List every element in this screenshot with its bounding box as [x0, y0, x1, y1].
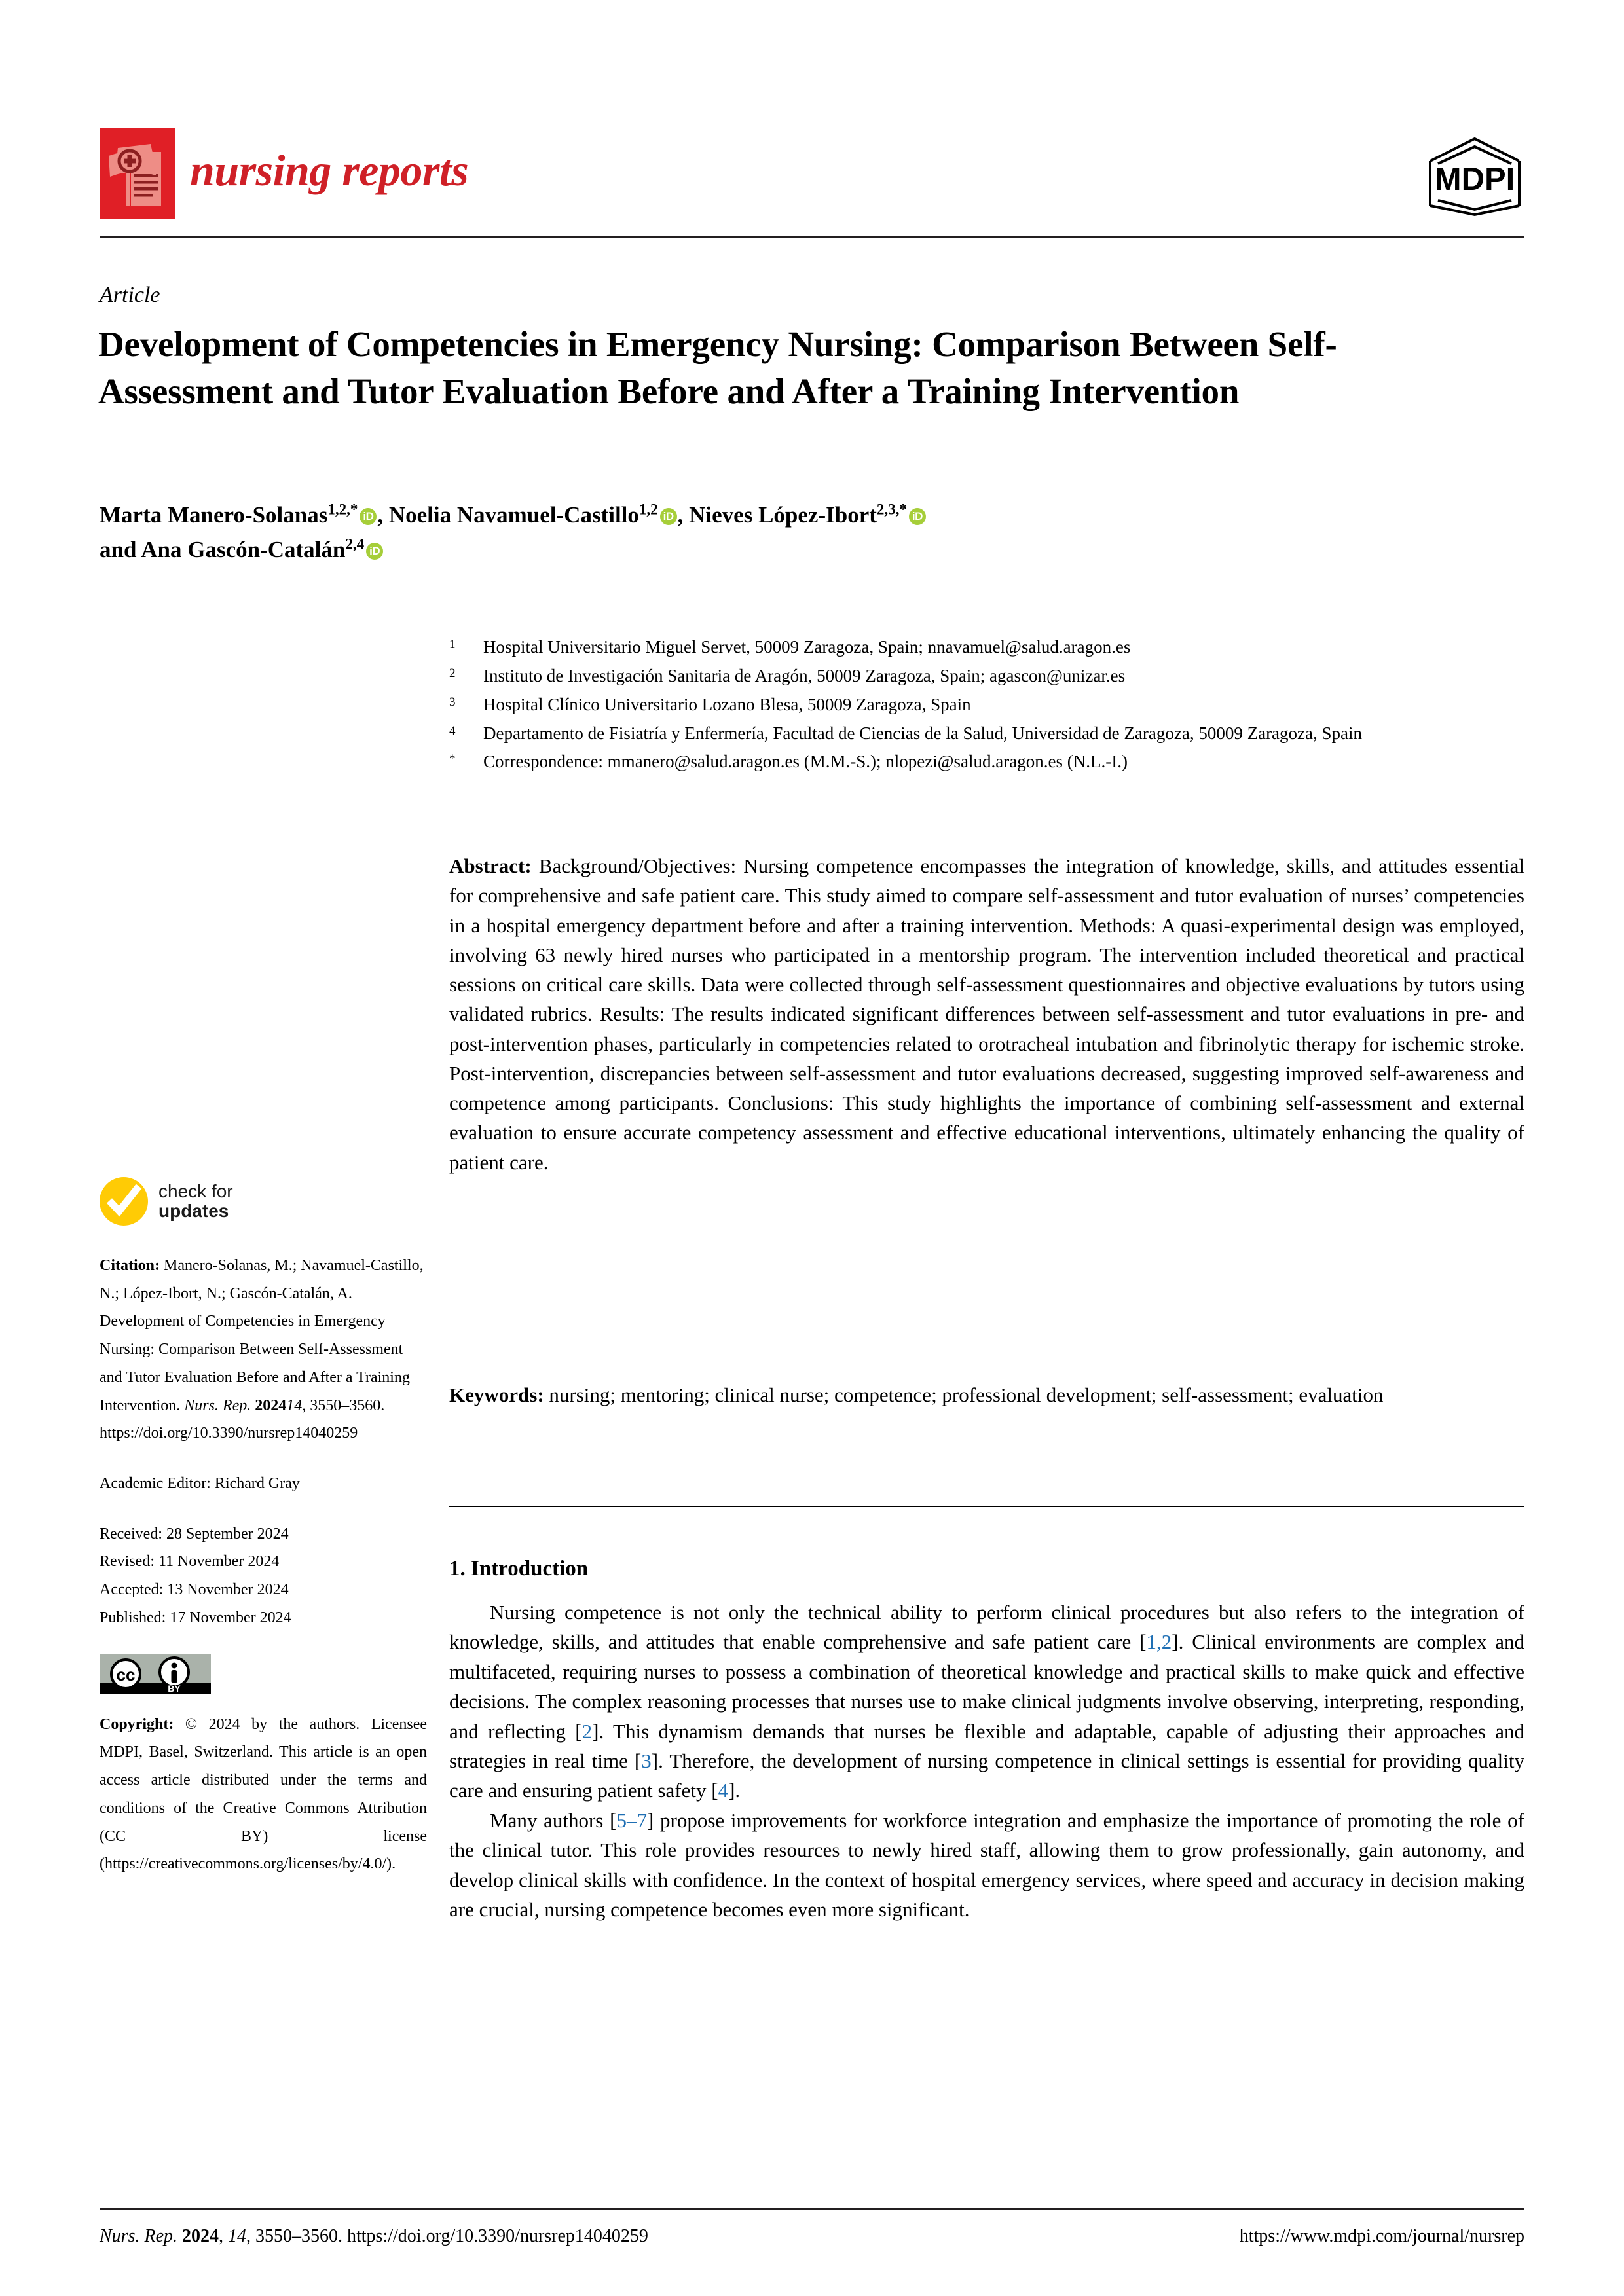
- abstract-label: Abstract:: [449, 854, 532, 877]
- abstract-text: Background/Objectives: Nursing competence encompasses the integration of knowledge, skills, and attitudes essential for comprehensive and safe patient care. This study aimed to compare self-assessment and tutor evaluation of nurses’ competencies in a hospital emergency department before and after a training intervention. Methods: A quasi-experimental design was employed, involving 63 newly hired nurses who participated in a mentorship program. The intervention included theoretical and practical sessions on critical care skills. Data were collected through self-assessment questionnaires and objective evaluations by tutors using validated rubrics. Results: The results indicated significant differences between self-assessment and tutor evaluations in pre- and post-intervention phases, particularly in competencies related to orotracheal intubation and fibrinolytic therapy for ischemic stroke. Post-intervention, discrepancies between self-assessment and tutor evaluations decreased, suggesting improved self-awareness and competence among participants. Conclusions: This study highlights the importance of combining self-assessment and external evaluation to ensure accurate competency assessment and effective educational interventions, ultimately enhancing the quality of patient care.: [449, 854, 1525, 1174]
- orcid-icon[interactable]: iD: [909, 508, 926, 525]
- affiliation-list: [449, 634, 1497, 777]
- affiliation-text: Hospital Universitario Miguel Servet, 50009 Zaragoza, Spain; nnavamuel@salud.aragon.es: [483, 637, 1131, 657]
- citation-volume: 14: [286, 1396, 303, 1414]
- footer-volume: , 14: [219, 2226, 246, 2246]
- journal-header: [100, 128, 1524, 233]
- copyright-block: [100, 1711, 427, 1878]
- citation-journal: Nurs. Rep.: [184, 1396, 251, 1414]
- citation-ref[interactable]: 4: [718, 1779, 729, 1802]
- orcid-icon[interactable]: iD: [660, 508, 677, 525]
- citation-ref[interactable]: 1,2: [1146, 1630, 1172, 1654]
- article-dates: [100, 1520, 427, 1632]
- paragraph: [449, 1806, 1524, 1925]
- citation-ref[interactable]: 2: [581, 1719, 593, 1743]
- citation-pages: , 3550–3560.: [302, 1396, 385, 1414]
- affiliation-item: [449, 691, 1497, 719]
- updates-text: updates: [158, 1201, 229, 1221]
- copyright-label: Copyright:: [100, 1715, 174, 1733]
- header-divider: [100, 236, 1524, 238]
- affiliation-text: Hospital Clínico Universitario Lozano Blesa, 50009 Zaragoza, Spain: [483, 694, 971, 714]
- orcid-icon[interactable]: iD: [366, 543, 383, 560]
- keywords-block: [449, 1380, 1524, 1410]
- academic-editor: Academic Editor: Richard Gray: [100, 1475, 300, 1493]
- author-affil-sup-2: 1,2: [638, 501, 658, 518]
- affiliation-marker: 2: [449, 666, 456, 680]
- citation-block: [100, 1252, 427, 1448]
- journal-brand: [100, 128, 468, 219]
- author-name-3: , Nieves López-Ibort: [677, 502, 877, 528]
- paragraph-text: ] propose improvements for workforce integration and emphasize the importance of promoting the role of the clinical tutor. This role provides resources to newly hired staff, allowing them to grow professionally, gain autonomy, and develop clinical skills with confidence. In the context of hospital emergency services, where speed and accuracy in decision making are crucial, nursing competence becomes even more significant.: [449, 1808, 1525, 1922]
- footer-url[interactable]: https://www.mdpi.com/journal/nursrep: [1239, 2226, 1524, 2246]
- affiliation-marker: 4: [449, 723, 456, 738]
- correspondence-text: Correspondence: mmanero@salud.aragon.es (M.M.-S.); nlopezi@salud.aragon.es (N.L.-I.): [483, 752, 1128, 772]
- paragraph-text: ].: [728, 1779, 741, 1802]
- author-list: [100, 498, 1488, 567]
- paragraph-text: Many authors [: [490, 1808, 617, 1832]
- date-published: Published: 17 November 2024: [100, 1609, 291, 1626]
- footer-year: 2024: [182, 2226, 219, 2246]
- introduction-body: [449, 1597, 1524, 1924]
- footer-divider: [100, 2208, 1524, 2210]
- journal-name: nursing reports: [190, 145, 469, 195]
- citation-ref[interactable]: 3: [641, 1749, 652, 1773]
- correspondence-item: [449, 748, 1497, 776]
- footer-journal: Nurs. Rep.: [100, 2226, 177, 2246]
- mdpi-logo-icon: [1425, 132, 1524, 219]
- paragraph: [449, 1597, 1524, 1806]
- author-affil-sup-4: 2,4: [345, 536, 365, 553]
- section-heading-introduction: 1. Introduction: [449, 1557, 589, 1580]
- affiliation-item: [449, 720, 1497, 748]
- svg-text:cc: cc: [116, 1664, 136, 1685]
- affiliation-item: [449, 663, 1497, 690]
- author-name-2: , Noelia Navamuel-Castillo: [377, 502, 639, 528]
- paragraph-text: ]. This dynamism demands that nurses be flexible and adaptable, capable of adjusting their approaches and strategies in real time [: [449, 1719, 1524, 1773]
- orcid-icon[interactable]: iD: [360, 508, 377, 525]
- paragraph-text: ]. Clinical environments are complex and multifaceted, requiring nurses to possess a combination of theoretical knowledge and practical skills to make quick and effective decisions. The complex reasoning processes that nurses use to make clinical judgments involve observing, interpreting, responding, and reflecting [: [449, 1630, 1525, 1743]
- paragraph-text: Nursing competence is not only the technical ability to perform clinical procedures but also refers to the integration of knowledge, skills, and attitudes that enable comprehensive and safe patient care [: [449, 1601, 1524, 1654]
- abstract-block: [449, 851, 1524, 1177]
- date-accepted: Accepted: 13 November 2024: [100, 1581, 289, 1599]
- author-affil-sup-1: 1,2,*: [327, 501, 358, 518]
- citation-doi[interactable]: https://doi.org/10.3390/nursrep14040259: [100, 1425, 358, 1442]
- nursing-reports-logo-icon: [100, 128, 175, 219]
- sidebar: [100, 1177, 427, 1901]
- abstract-divider: [449, 1506, 1524, 1507]
- affiliation-marker: 3: [449, 695, 456, 709]
- author-name-4: and Ana Gascón-Catalán: [100, 537, 346, 563]
- citation-text: Manero-Solanas, M.; Navamuel-Castillo, N.; López-Ibort, N.; Gascón-Catalán, A. Development of Competencies in Emergency Nursing: Comparison Between Self-Assessment and Tutor Evaluation Before and After a Training Intervention.: [100, 1257, 424, 1414]
- affiliation-marker: 1: [449, 638, 456, 651]
- mdpi-wordmark: MDPI: [1434, 162, 1515, 197]
- cc-by-license-icon[interactable]: [100, 1654, 211, 1694]
- check-circle-icon: [100, 1177, 148, 1226]
- nurse-cap-chart-icon: [100, 128, 175, 219]
- check-for-updates-label: [158, 1182, 233, 1221]
- author-name-1: Marta Manero-Solanas: [100, 502, 328, 528]
- footer-citation: [100, 2226, 648, 2247]
- keywords-text: nursing; mentoring; clinical nurse; competence; professional development; self-assessment; evaluation: [549, 1383, 1384, 1406]
- check-for-text: check for: [158, 1180, 233, 1201]
- svg-text:BY: BY: [168, 1683, 181, 1694]
- paragraph-text: ]. Therefore, the development of nursing competence in clinical settings is essential for providing quality care and ensuring patient safety [: [449, 1749, 1525, 1802]
- keywords-label: Keywords:: [449, 1383, 544, 1406]
- affiliation-text: Departamento de Fisiatría y Enfermería, Facultad de Ciencias de la Salud, Universidad de Zaragoza, 50009 Zaragoza, Spain: [483, 723, 1363, 743]
- copyright-text: © 2024 by the authors. Licensee MDPI, Basel, Switzerland. This article is an open access article distributed under the terms and conditions of the Creative Commons Attribution (CC BY) license (https://creativecommons.org/licenses/by/4.0/).: [100, 1715, 427, 1873]
- article-type-label: Article: [100, 283, 160, 307]
- correspondence-marker: *: [449, 752, 456, 767]
- citation-label: Citation:: [100, 1257, 160, 1274]
- check-for-updates-badge[interactable]: [100, 1177, 427, 1226]
- page-footer: [100, 2226, 1524, 2247]
- affiliation-text: Instituto de Investigación Sanitaria de Aragón, 50009 Zaragoza, Spain; agascon@unizar.es: [483, 665, 1126, 685]
- date-received: Received: 28 September 2024: [100, 1525, 289, 1542]
- date-revised: Revised: 11 November 2024: [100, 1553, 280, 1571]
- citation-year: 2024: [255, 1396, 287, 1414]
- author-affil-sup-3: 2,3,*: [876, 501, 907, 518]
- affiliation-item: [449, 634, 1497, 661]
- footer-rest: , 3550–3560. https://doi.org/10.3390/nursrep14040259: [246, 2226, 648, 2246]
- citation-ref[interactable]: 5–7: [616, 1808, 647, 1832]
- page-title: Development of Competencies in Emergency Nursing: Comparison Between Self-Assessment and Tutor Evaluation Before and After a Training Intervention: [98, 324, 1337, 411]
